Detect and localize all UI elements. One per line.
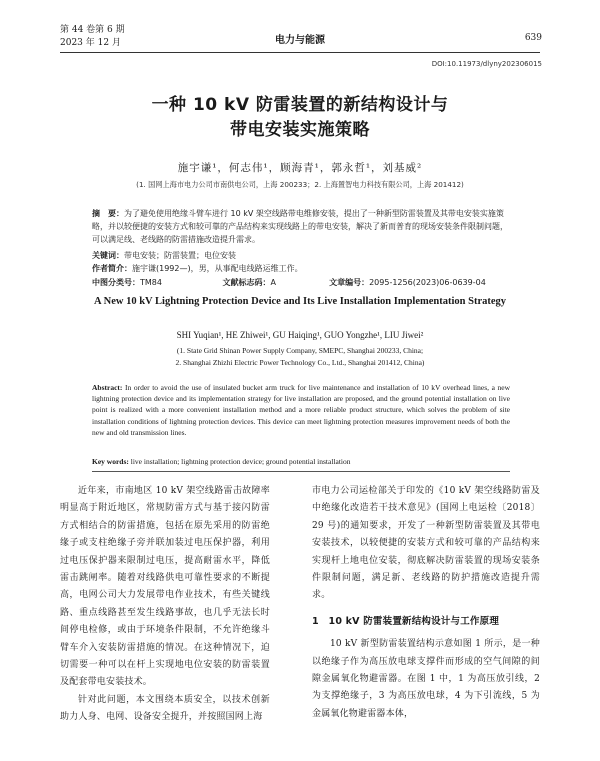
english-keywords	[92, 456, 510, 467]
body-paragraph: 针对此问题，本文围绕本质安全，以技术创新助力人身、电网、设备安全提升，并按照国网上海	[60, 694, 270, 723]
author-note	[92, 262, 510, 275]
header-rule	[60, 52, 540, 53]
body-paragraph: 市电力公司运检部关于印发的《10 kV 架空线路防雷及中绝缘化改造若干技术意见》(国网上电运检〔2018〕29 号)的通知要求，开发了一种新型防雷装置及其带电安装技术，以较便捷的安装方式和较可靠的产品结构来实现杆上地电位安装，彻底解决防雷装置的现场安装条件限制问题，满足新、老线路的防护措施改造提升需求。	[312, 486, 540, 601]
section-heading: 1 10 kV 防雷装置新结构设计与工作原理	[312, 615, 500, 627]
english-title: A New 10 kV Lightning Protection Device and Its Live Installation Implementation Strategy	[93, 296, 507, 307]
article-id-value: 2095-1256(2023)06-0639-04	[369, 278, 486, 287]
author-note-label: 作者简介：	[92, 264, 132, 273]
english-affiliation-2: 2. Shanghai Zhizhi Electric Power Technology Co., Ltd., Shanghai 201412, China)	[175, 358, 425, 367]
doc-code-value: A	[270, 278, 277, 287]
doc-code-label: 文献标志码：	[222, 278, 271, 287]
english-abstract	[92, 382, 510, 438]
abstract-divider	[92, 471, 510, 472]
clc-value: TM84	[140, 278, 162, 287]
affiliation-cn: (1. 国网上海市电力公司市南供电公司，上海 200233；2. 上海置智电力科技有限公司，上海 201412)	[136, 180, 464, 189]
title-line-1: 一种 10 kV 防雷装置的新结构设计与	[151, 95, 449, 115]
issue-date: 2023 年 12 月	[60, 38, 121, 48]
body-left-column	[60, 483, 270, 727]
english-keywords-text: live installation; lightning protection device; ground potential installation	[130, 457, 351, 466]
page-header	[0, 0, 600, 56]
english-authors: SHI Yuqian¹, HE Zhiwei¹, GU Haiqing¹, GUO Yongzhe¹, LIU Jiwei²	[176, 330, 424, 340]
abstract-cn-text: 为了避免使用绝缘斗臂车进行 10 kV 架空线路带电维修安装，提出了一种新型防雷装置及其带电安装实施策略，并以较便捷的安装方式和较可靠的产品结构来实现线路上的带电安装，解决了新而普育的现场安装条件限制问题，可以满足线、老线路的防雷措施改造提升需求。	[92, 209, 508, 244]
body-right-column	[312, 483, 540, 723]
doi: DOI:10.11973/dlyny202306015	[431, 60, 542, 68]
body-paragraph: 10 kV 新型防雷装置结构示意如图 1 所示，是一种以绝缘子作为高压放电球支撑件而形成的空气间隙的间隙金属氧化物避雷器。在图 1 中，1 为高压放引线，2 为支撑绝缘子，3 为高压放电球，4 为下引流线，5 为金属氧化物避雷器本体，	[312, 639, 540, 719]
classification-row	[92, 276, 510, 289]
page-number: 639	[524, 33, 542, 43]
english-abstract-text: In order to avoid the use of insulated bucket arm truck for live maintenance and installation of 10 kV overhead lines, a new lightning protection device and its implementation strategy for live installation are proposed, and the ground potential installation on live point is realized with a more convenient installation method and a more reliable product structure, which solves the problem of site installation conditions of lightning protection devices. This device can meet lightning protection measures improvement needs of both the new and old transmission lines.	[92, 383, 510, 437]
keywords-cn-label: 关键词：	[92, 251, 124, 260]
clc-label: 中图分类号：	[92, 278, 140, 287]
authors-cn: 施宇谦¹，何志伟¹，顾海青¹，郭永哲¹，刘基威²	[177, 162, 423, 174]
abstract-cn	[92, 207, 510, 246]
keywords-cn-text: 带电安装；防雷装置；电位安装	[124, 251, 236, 260]
journal-name: 电力与能源	[275, 35, 325, 46]
keywords-cn	[92, 249, 510, 262]
article-id-label: 文章编号：	[329, 278, 370, 287]
abstract-cn-label: 摘 要：	[92, 209, 124, 218]
volume-issue: 第 44 卷第 6 期	[60, 25, 125, 35]
title-line-2: 带电安装实施策略	[230, 120, 370, 140]
english-keywords-label: Key words:	[92, 457, 129, 466]
body-paragraph: 近年来，市南地区 10 kV 架空线路雷击故障率明显高于附近地区，常规防雷方式与基于接闪防雷方式相结合的防雷措施，包括在原先采用的防雷绝缘子或支柱绝缘子旁并联加装过电压保护器，利用过电压保护器来限制过电压，提高耐雷水平，降低雷击跳闸率。随着对线路供电可靠性要求的不断提高，电网公司大力发展带电作业技术，有些关键线路、重点线路甚至发生线路事故，也几乎无法长时间停电检修，或由于环境条件限制，不允许绝缘斗臂车介入安装防雷措施的情况。在这种情况下，迫切需要一种可以在杆上实现地电位安装的防雷装置及配套带电安装技术。	[60, 486, 270, 688]
author-note-text: 施宇谦(1992—)，男，从事配电线路运维工作。	[132, 264, 303, 273]
english-abstract-label: Abstract:	[92, 383, 123, 392]
english-affiliation-1: (1. State Grid Shinan Power Supply Company, SMEPC, Shanghai 200233, China;	[176, 346, 424, 355]
